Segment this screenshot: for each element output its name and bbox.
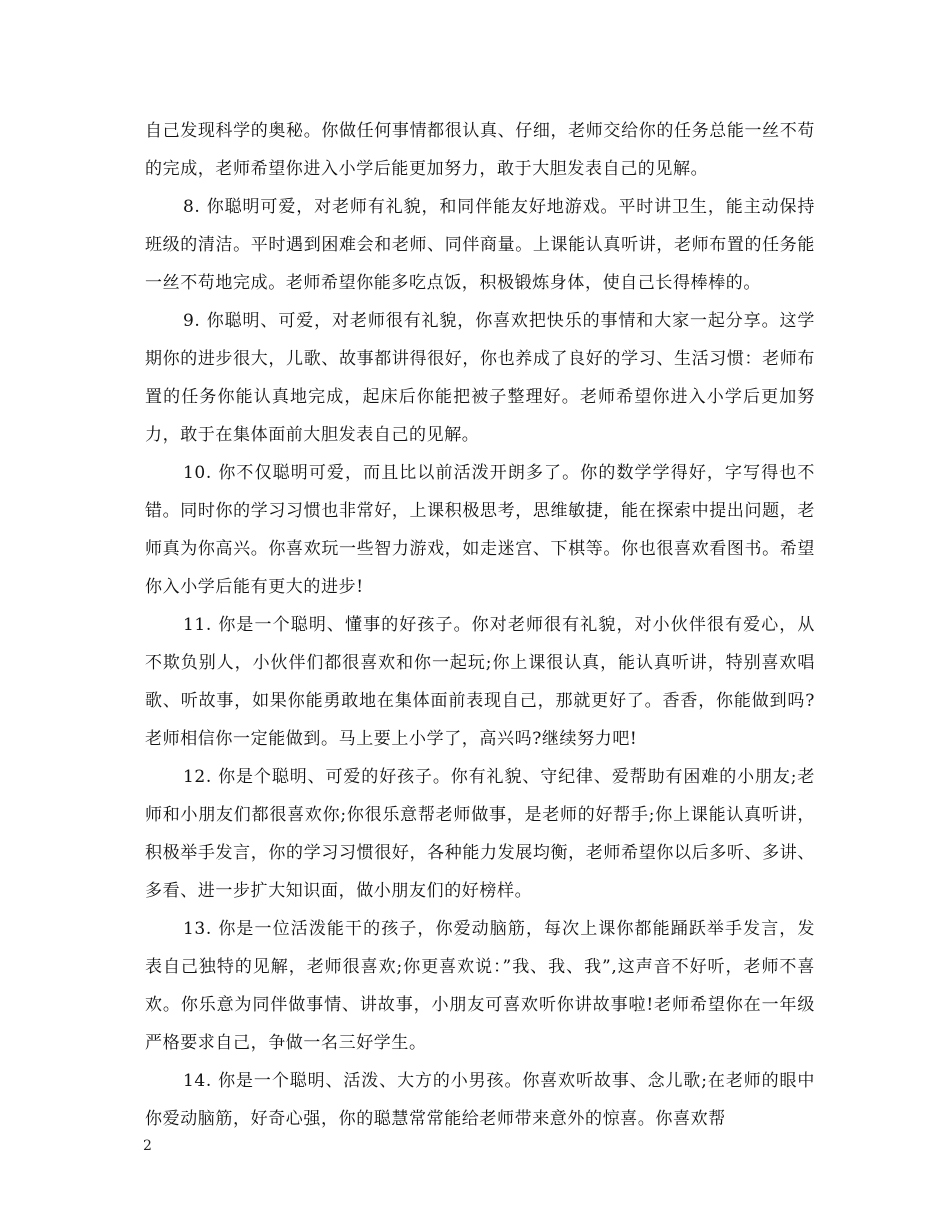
paragraph-item-11: 11. 你是一个聪明、懂事的好孩子。你对老师很有礼貌，对小伙伴很有爱心，从不欺负别人，小伙伴们都很喜欢和你一起玩;你上课很认真，能认真听讲，特别喜欢唱歌、听故事，如果你能勇敢地在集体面前表现自己，那就更好了。香香，你能做到吗?老师相信你一定能做到。马上要上小学了，高兴吗?继续努力吧! [145, 615, 815, 749]
paragraph-item-8: 8. 你聪明可爱，对老师有礼貌，和同伴能友好地游戏。平时讲卫生，能主动保持班级的清洁。平时遇到困难会和老师、同伴商量。上课能认真听讲，老师布置的任务能一丝不苟地完成。老师希望你能多吃点饭，积极锻炼身体，使自己长得棒棒的。 [145, 197, 815, 293]
document-body [145, 112, 815, 1138]
paragraph-item-10: 10. 你不仅聪明可爱，而且比以前活泼开朗多了。你的数学学得好，字写得也不错。同时你的学习习惯也非常好，上课积极思考，思维敏捷，能在探索中提出问题，老师真为你高兴。你喜欢玩一些智力游戏，如走迷宫、下棋等。你也很喜欢看图书。希望你入小学后能有更大的进步! [145, 463, 815, 597]
paragraph-item-9: 9. 你聪明、可爱，对老师很有礼貌，你喜欢把快乐的事情和大家一起分享。这学期你的进步很大，儿歌、故事都讲得很好，你也养成了良好的学习、生活习惯：老师布置的任务你能认真地完成，起床后你能把被子整理好。老师希望你进入小学后更加努力，敢于在集体面前大胆发表自己的见解。 [145, 311, 815, 445]
paragraph-item-12: 12. 你是个聪明、可爱的好孩子。你有礼貌、守纪律、爱帮助有困难的小朋友;老师和小朋友们都很喜欢你;你很乐意帮老师做事，是老师的好帮手;你上课能认真听讲，积极举手发言，你的学习习惯很好，各种能力发展均衡，老师希望你以后多听、多讲、多看、进一步扩大知识面，做小朋友们的好榜样。 [145, 767, 815, 901]
paragraph-item-14: 14. 你是一个聪明、活泼、大方的小男孩。你喜欢听故事、念儿歌;在老师的眼中你爱动脑筋，好奇心强，你的聪慧常常能给老师带来意外的惊喜。你喜欢帮 [145, 1071, 815, 1129]
paragraph-continuation: 自己发现科学的奥秘。你做任何事情都很认真、仔细，老师交给你的任务总能一丝不苟的完成，老师希望你进入小学后能更加努力，敢于大胆发表自己的见解。 [145, 121, 815, 179]
page-number: 2 [143, 1138, 152, 1154]
paragraph-item-13: 13. 你是一位活泼能干的孩子，你爱动脑筋，每次上课你都能踊跃举手发言，发表自己独特的见解，老师很喜欢;你更喜欢说：”我、我、我”,这声音不好听，老师不喜欢。你乐意为同伴做事情、讲故事，小朋友可喜欢听你讲故事啦!老师希望你在一年级严格要求自己，争做一名三好学生。 [145, 919, 815, 1053]
